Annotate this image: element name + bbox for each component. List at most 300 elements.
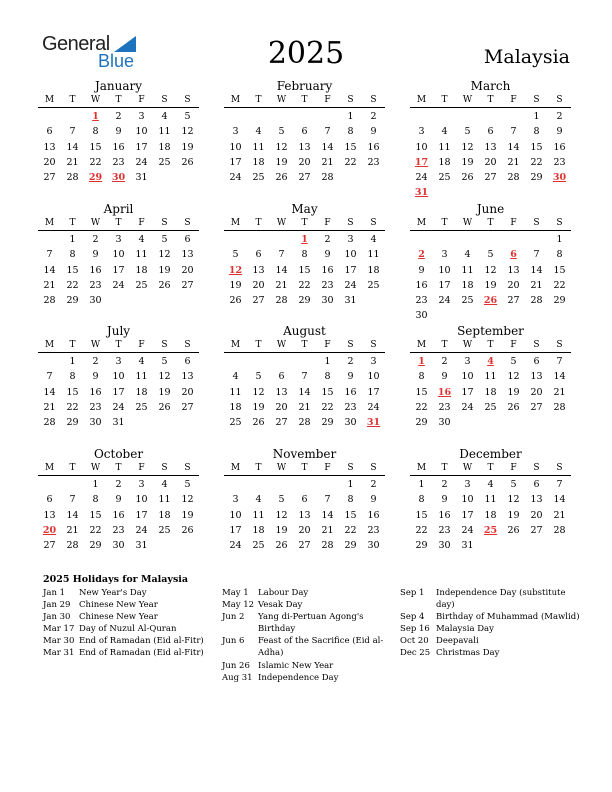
holiday-date: Jan 30 <box>43 612 71 623</box>
day-cell: 23 <box>89 401 102 413</box>
day-cell: 15 <box>415 386 428 398</box>
holiday-day-cell: 25 <box>483 524 498 536</box>
day-cell: 4 <box>232 371 239 383</box>
day-cell: 1 <box>347 479 354 490</box>
day-cell: 23 <box>89 279 102 291</box>
month-august <box>224 324 385 430</box>
day-cell: 19 <box>181 509 194 521</box>
day-cell: 5 <box>184 479 191 490</box>
month-name: August <box>283 324 326 338</box>
day-cell: 8 <box>556 249 563 261</box>
weekday-header: T <box>487 218 494 228</box>
month-name: January <box>94 79 143 93</box>
day-cell: 2 <box>370 111 377 122</box>
day-cell: 15 <box>89 509 102 521</box>
day-cell: 19 <box>275 524 288 536</box>
day-cell: 21 <box>66 524 79 536</box>
day-cell: 25 <box>158 156 171 168</box>
day-cell: 8 <box>418 494 425 506</box>
day-cell: 24 <box>438 295 451 307</box>
day-cell: 30 <box>438 540 451 552</box>
day-cell: 9 <box>370 494 377 506</box>
weekday-header: T <box>69 340 76 350</box>
day-cell: 20 <box>181 264 194 276</box>
day-cell: 15 <box>89 141 102 153</box>
day-cell: 8 <box>92 494 99 506</box>
empty-day-cell <box>270 354 293 369</box>
day-cell: 23 <box>112 156 125 168</box>
day-cell: 7 <box>533 249 540 261</box>
day-cell: 29 <box>530 172 543 184</box>
day-cell: 9 <box>556 126 563 138</box>
day-cell: 19 <box>484 279 497 291</box>
month-february <box>224 79 385 185</box>
day-cell: 1 <box>533 111 540 122</box>
day-cell: 13 <box>181 249 194 261</box>
day-cell: 17 <box>112 386 125 398</box>
day-cell: 7 <box>46 371 53 383</box>
weekday-header: W <box>276 340 287 350</box>
day-cell: 17 <box>438 279 451 291</box>
weekday-header: F <box>138 95 145 105</box>
day-cell: 13 <box>252 264 265 276</box>
holiday-date: Jan 1 <box>43 588 66 598</box>
day-cell: 16 <box>321 264 334 276</box>
weekday-header: T <box>487 340 494 350</box>
holiday-name: Deepavali <box>436 636 479 647</box>
day-cell: 3 <box>115 356 122 367</box>
weekday-header: T <box>115 95 122 105</box>
weekday-header: S <box>161 340 168 350</box>
day-cell: 31 <box>135 172 148 184</box>
day-cell: 19 <box>252 401 265 413</box>
day-cell: 25 <box>438 172 451 184</box>
day-cell: 27 <box>298 172 311 184</box>
day-cell: 22 <box>89 156 102 168</box>
holidays-title: 2025 Holidays for Malaysia <box>43 574 189 585</box>
weekday-header: W <box>462 340 473 350</box>
empty-day-cell <box>293 109 316 124</box>
day-grid <box>224 109 385 185</box>
holiday-date: Mar 30 <box>43 636 75 647</box>
day-cell: 22 <box>553 279 566 291</box>
holiday-name: Christmas Day <box>436 648 500 659</box>
holiday-item <box>222 599 391 611</box>
holiday-item <box>43 599 219 611</box>
holiday-date: Mar 31 <box>43 648 75 659</box>
day-cell: 9 <box>441 371 448 383</box>
holiday-item <box>400 623 581 635</box>
holiday-date: Aug 31 <box>222 672 253 683</box>
empty-day-cell <box>410 109 433 124</box>
empty-day-cell <box>270 477 293 492</box>
holiday-day-cell: 30 <box>552 172 567 184</box>
day-cell: 29 <box>415 540 428 552</box>
month-name: November <box>272 447 337 461</box>
weekday-header: S <box>347 218 354 228</box>
day-cell: 20 <box>507 279 520 291</box>
day-cell: 17 <box>135 141 148 153</box>
day-cell: 24 <box>367 401 380 413</box>
day-cell: 4 <box>161 479 168 490</box>
day-cell: 5 <box>464 126 471 138</box>
holiday-name: Chinese New Year <box>79 612 158 623</box>
day-cell: 15 <box>415 509 428 521</box>
weekday-header-row <box>410 461 571 476</box>
weekday-header: W <box>90 218 101 228</box>
weekday-header: F <box>138 340 145 350</box>
day-cell: 20 <box>530 386 543 398</box>
day-cell: 8 <box>69 371 76 383</box>
day-cell: 18 <box>135 386 148 398</box>
day-cell: 13 <box>530 494 543 506</box>
day-cell: 1 <box>324 356 331 367</box>
day-cell: 15 <box>344 509 357 521</box>
holiday-item <box>222 672 391 684</box>
day-cell: 19 <box>229 279 242 291</box>
holiday-date: Sep 4 <box>400 612 425 623</box>
weekday-header-row <box>410 216 571 231</box>
weekday-header: T <box>115 463 122 473</box>
day-grid <box>38 354 199 430</box>
day-cell: 23 <box>344 401 357 413</box>
holiday-name: Chinese New Year <box>79 600 158 611</box>
day-cell: 19 <box>507 509 520 521</box>
day-cell: 11 <box>135 249 148 261</box>
weekday-header-row <box>38 461 199 476</box>
day-cell: 26 <box>181 156 194 168</box>
holiday-day-cell: 17 <box>414 156 429 168</box>
day-cell: 21 <box>43 279 56 291</box>
day-cell: 2 <box>92 234 99 245</box>
holiday-item <box>400 635 581 647</box>
day-cell: 1 <box>69 356 76 367</box>
day-cell: 27 <box>530 401 543 413</box>
day-cell: 4 <box>487 479 494 490</box>
day-cell: 11 <box>252 141 265 153</box>
day-cell: 12 <box>461 141 474 153</box>
weekday-header: S <box>370 218 377 228</box>
day-cell: 26 <box>275 172 288 184</box>
holiday-item <box>43 635 219 647</box>
day-cell: 29 <box>321 417 334 429</box>
weekday-header: S <box>161 218 168 228</box>
day-cell: 30 <box>89 417 102 429</box>
weekday-header-row <box>38 216 199 231</box>
day-cell: 12 <box>275 141 288 153</box>
holiday-name: Independence Day (substitute day) <box>436 588 566 611</box>
empty-day-cell <box>293 477 316 492</box>
day-cell: 22 <box>415 524 428 536</box>
day-cell: 13 <box>484 141 497 153</box>
empty-day-cell <box>456 232 479 247</box>
day-cell: 17 <box>229 156 242 168</box>
empty-day-cell <box>247 477 270 492</box>
day-cell: 29 <box>89 540 102 552</box>
holiday-day-cell: 31 <box>414 187 429 199</box>
day-cell: 16 <box>112 141 125 153</box>
weekday-header: M <box>44 463 55 473</box>
day-cell: 13 <box>181 371 194 383</box>
day-cell: 14 <box>298 386 311 398</box>
month-january <box>38 79 199 185</box>
day-cell: 19 <box>507 386 520 398</box>
day-cell: 8 <box>533 126 540 138</box>
day-cell: 16 <box>89 264 102 276</box>
day-cell: 14 <box>553 494 566 506</box>
day-cell: 14 <box>321 141 334 153</box>
day-cell: 24 <box>229 540 242 552</box>
day-cell: 11 <box>438 141 451 153</box>
day-cell: 30 <box>367 540 380 552</box>
month-september <box>410 324 571 430</box>
day-cell: 10 <box>415 141 428 153</box>
day-cell: 26 <box>229 295 242 307</box>
day-cell: 16 <box>367 509 380 521</box>
day-cell: 7 <box>278 249 285 261</box>
weekday-header: S <box>556 95 563 105</box>
day-cell: 22 <box>66 401 79 413</box>
day-cell: 10 <box>438 264 451 276</box>
day-cell: 2 <box>115 111 122 122</box>
weekday-header: F <box>138 463 145 473</box>
weekday-header: W <box>90 95 101 105</box>
empty-day-cell <box>38 232 61 247</box>
day-cell: 27 <box>43 172 56 184</box>
day-cell: 8 <box>324 371 331 383</box>
weekday-header: S <box>184 463 191 473</box>
day-cell: 18 <box>135 264 148 276</box>
day-cell: 5 <box>510 479 517 490</box>
day-cell: 3 <box>232 494 239 506</box>
weekday-header-row <box>224 461 385 476</box>
day-cell: 10 <box>461 494 474 506</box>
weekday-header: F <box>324 340 331 350</box>
day-cell: 8 <box>92 126 99 138</box>
day-cell: 4 <box>441 126 448 138</box>
weekday-header: M <box>416 463 427 473</box>
day-cell: 3 <box>138 479 145 490</box>
day-cell: 10 <box>135 494 148 506</box>
day-cell: 20 <box>275 401 288 413</box>
holiday-name: Islamic New Year <box>258 660 334 671</box>
day-cell: 20 <box>43 156 56 168</box>
holiday-date: Jan 29 <box>43 600 71 611</box>
weekday-header: F <box>324 218 331 228</box>
holiday-day-cell: 1 <box>301 234 308 245</box>
month-december <box>410 447 571 553</box>
empty-day-cell <box>38 354 61 369</box>
holiday-day-cell: 6 <box>510 249 517 261</box>
empty-day-cell <box>479 109 502 124</box>
day-cell: 15 <box>321 386 334 398</box>
holiday-name: Yang di-Pertuan Agong's Birthday <box>258 612 364 635</box>
day-cell: 6 <box>533 479 540 490</box>
empty-day-cell <box>433 109 456 124</box>
weekday-header: F <box>324 463 331 473</box>
day-cell: 15 <box>553 264 566 276</box>
day-cell: 26 <box>181 524 194 536</box>
month-october <box>38 447 199 553</box>
month-march <box>410 79 571 201</box>
day-cell: 14 <box>553 371 566 383</box>
day-cell: 8 <box>347 126 354 138</box>
month-april <box>38 202 199 308</box>
day-cell: 5 <box>510 356 517 367</box>
holiday-column <box>400 587 581 660</box>
weekday-header: S <box>184 218 191 228</box>
day-cell: 6 <box>46 126 53 138</box>
holiday-name: Day of Nuzul Al-Quran <box>79 624 177 635</box>
holiday-item <box>43 623 219 635</box>
empty-day-cell <box>224 477 247 492</box>
day-cell: 8 <box>69 249 76 261</box>
day-cell: 22 <box>89 524 102 536</box>
day-cell: 20 <box>530 509 543 521</box>
day-cell: 28 <box>321 540 334 552</box>
weekday-header: M <box>44 95 55 105</box>
month-name: May <box>291 202 318 216</box>
weekday-header: F <box>510 340 517 350</box>
empty-day-cell <box>224 232 247 247</box>
day-cell: 11 <box>484 494 497 506</box>
day-cell: 5 <box>161 234 168 245</box>
day-cell: 21 <box>321 156 334 168</box>
day-cell: 20 <box>181 386 194 398</box>
holiday-name: New Year's Day <box>79 588 147 598</box>
day-cell: 11 <box>252 509 265 521</box>
day-cell: 23 <box>415 295 428 307</box>
holiday-column <box>43 587 219 660</box>
day-cell: 15 <box>530 141 543 153</box>
day-cell: 1 <box>418 479 425 490</box>
weekday-header: T <box>441 95 448 105</box>
day-cell: 13 <box>530 371 543 383</box>
holiday-name: Labour Day <box>258 588 309 598</box>
day-cell: 3 <box>418 126 425 138</box>
day-cell: 21 <box>275 279 288 291</box>
day-cell: 21 <box>553 386 566 398</box>
day-cell: 24 <box>344 279 357 291</box>
day-cell: 13 <box>298 141 311 153</box>
day-cell: 25 <box>367 279 380 291</box>
day-cell: 23 <box>438 401 451 413</box>
empty-day-cell <box>502 232 525 247</box>
day-cell: 21 <box>321 524 334 536</box>
day-cell: 17 <box>461 509 474 521</box>
day-cell: 21 <box>298 401 311 413</box>
day-cell: 15 <box>66 386 79 398</box>
month-may <box>224 202 385 308</box>
day-cell: 28 <box>321 172 334 184</box>
day-cell: 4 <box>464 249 471 261</box>
day-cell: 24 <box>229 172 242 184</box>
day-cell: 14 <box>275 264 288 276</box>
empty-day-cell <box>270 109 293 124</box>
day-cell: 12 <box>507 494 520 506</box>
day-cell: 3 <box>464 479 471 490</box>
holiday-name: End of Ramadan (Eid al-Fitr) <box>79 636 204 647</box>
day-cell: 18 <box>252 524 265 536</box>
day-cell: 3 <box>370 356 377 367</box>
weekday-header: S <box>556 218 563 228</box>
day-cell: 11 <box>484 371 497 383</box>
day-cell: 25 <box>252 540 265 552</box>
day-cell: 19 <box>158 386 171 398</box>
empty-day-cell <box>410 232 433 247</box>
empty-day-cell <box>247 354 270 369</box>
day-cell: 20 <box>298 524 311 536</box>
month-name: September <box>457 324 524 338</box>
weekday-header-row <box>224 216 385 231</box>
day-cell: 24 <box>135 156 148 168</box>
holiday-item <box>222 660 391 672</box>
weekday-header: T <box>255 340 262 350</box>
empty-day-cell <box>38 477 61 492</box>
day-cell: 31 <box>112 417 125 429</box>
weekday-header: F <box>510 218 517 228</box>
holiday-name: Vesak Day <box>258 600 303 611</box>
day-cell: 18 <box>367 264 380 276</box>
weekday-header: M <box>230 463 241 473</box>
day-cell: 4 <box>161 111 168 122</box>
holiday-date: Jun 26 <box>222 660 250 671</box>
weekday-header: S <box>556 340 563 350</box>
day-cell: 26 <box>461 172 474 184</box>
day-cell: 10 <box>135 126 148 138</box>
weekday-header: M <box>416 340 427 350</box>
day-cell: 23 <box>367 524 380 536</box>
weekday-header: S <box>370 95 377 105</box>
holiday-item <box>222 611 391 635</box>
day-cell: 6 <box>278 371 285 383</box>
day-cell: 24 <box>112 279 125 291</box>
month-june <box>410 202 571 324</box>
weekday-header: S <box>556 463 563 473</box>
weekday-header: T <box>69 95 76 105</box>
day-cell: 27 <box>181 279 194 291</box>
weekday-header: W <box>462 218 473 228</box>
calendar-year: 2025 <box>267 36 345 71</box>
day-cell: 26 <box>507 524 520 536</box>
holiday-day-cell: 20 <box>42 524 57 536</box>
day-cell: 27 <box>298 540 311 552</box>
day-cell: 6 <box>184 234 191 245</box>
day-cell: 25 <box>229 417 242 429</box>
weekday-header: S <box>184 95 191 105</box>
empty-day-cell <box>224 109 247 124</box>
weekday-header: M <box>416 218 427 228</box>
weekday-header: M <box>44 340 55 350</box>
day-cell: 23 <box>553 156 566 168</box>
day-cell: 17 <box>367 386 380 398</box>
weekday-header: T <box>301 463 308 473</box>
day-cell: 14 <box>507 141 520 153</box>
weekday-header: T <box>69 218 76 228</box>
day-cell: 31 <box>461 540 474 552</box>
weekday-header: S <box>533 95 540 105</box>
day-cell: 28 <box>507 172 520 184</box>
day-grid <box>38 109 199 185</box>
empty-day-cell <box>38 109 61 124</box>
day-cell: 7 <box>556 479 563 490</box>
weekday-header: S <box>347 95 354 105</box>
day-cell: 10 <box>229 141 242 153</box>
logo-text-blue: Blue <box>98 51 135 71</box>
day-cell: 7 <box>301 371 308 383</box>
holiday-day-cell: 29 <box>88 172 103 184</box>
day-cell: 2 <box>92 356 99 367</box>
